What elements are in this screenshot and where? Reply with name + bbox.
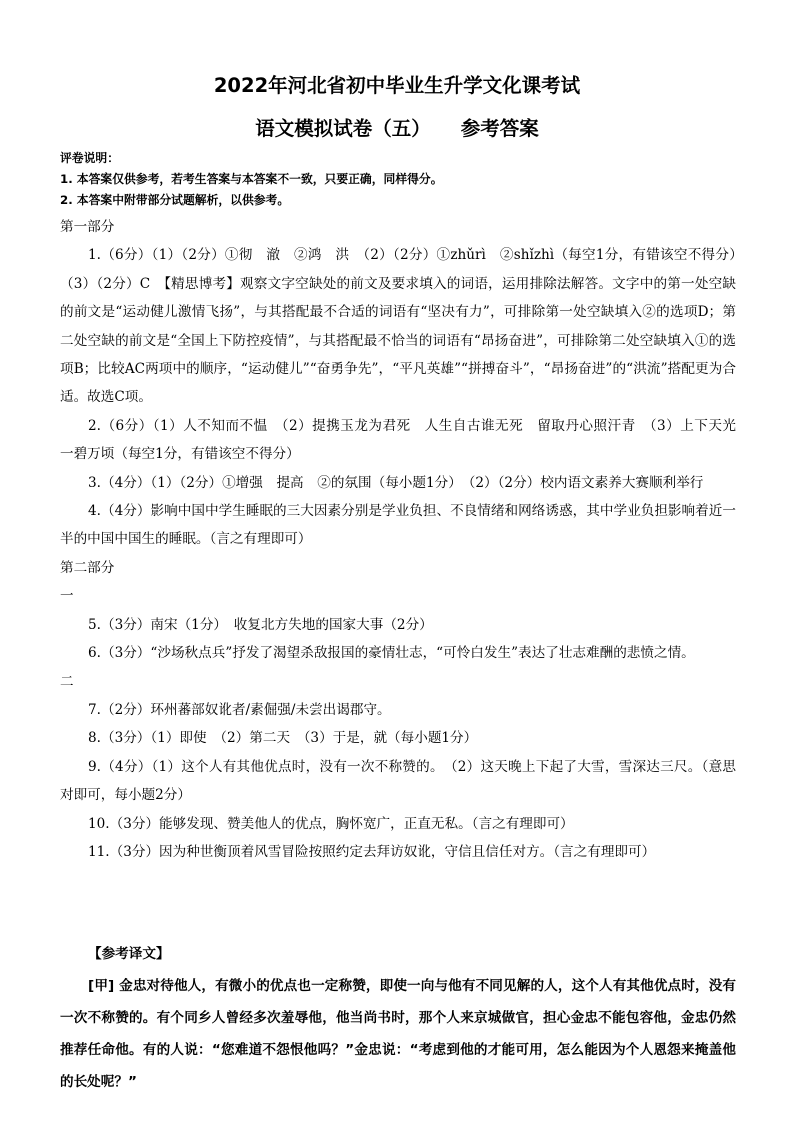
grading-notes-heading: 评卷说明： [60,151,119,165]
answer-body [60,213,750,866]
answer-q3: 3.（4分）（1）（2分）①增强 提高 ②的氛围（每小题1分） （2）（2分）校内语文素养大赛顺利举行 [88,474,704,491]
document-title: 2022年河北省初中毕业生升学文化课考试 [213,74,581,97]
translation-heading: 【参考译文】 [88,946,170,962]
answer-q9: 9.（4分）（1）这个人有其他优点时，没有一次不称赞的。 （2）这天晚上下起了大雪，雪深达三尺。（意思对即可，每小题2分） [60,758,736,804]
answer-q1: 1.（6分）（1）（2分）①彻 澈 ②鸿 洪 （2）（2分）①zhǔrì ②shǐzhì（每空1分，有错该空不得分） （3）（2分）C 【精思博考】观察文字空缺处的前文及要求填入的词语，运用排除法解答。文字中的第一处空缺的前文是“运动健儿激情飞扬”，与其搭配最不合适的词语有“坚决有力”，可排除第一处空缺填入②的选项D；第二处空缺的前文是“全国上下防控疫情”，与其搭配最不恰当的词语有“昂扬奋进”，可排除第二处空缺填入①的选项B；比较AC两项中的顺序，“运动健儿”“奋勇争先”，“平凡英雄”“拼搏奋斗”，“昂扬奋进”的“洪流”搭配更为合适。故选C项。 [60,247,750,406]
answer-q2: 2.（6分）（1）人不知而不愠 （2）提携玉龙为君死 人生自古谁无死 留取丹心照汗青 （3）上下天光 一碧万顷（每空1分，有错该空不得分） [60,417,750,463]
subsection-heading-2: 二 [60,673,74,690]
reference-translation [60,938,736,1098]
answer-q10: 10.（3分）能够发现、赞美他人的优点，胸怀宽广，正直无私。（言之有理即可） [88,815,574,832]
translation-text: [甲] 金忠对待他人，有微小的优点也一定称赞，即使一向与他有不同见解的人，这个人有其他优点时，没有一次不称赞的。有个同乡人曾经多次羞辱他，他当尚书时，那个人来京城做官，担心金忠不能包容他，金忠仍然推荐任命他。有的人说：“您难道不怨恨他吗？”金忠说：“考虑到他的才能可用，怎么能因为个人恩怨来掩盖他的长处呢？” [60,978,736,1090]
answer-q6: 6.（3分）“沙场秋点兵”抒发了渴望杀敌报国的豪情壮志，“可怜白发生”表达了壮志难酬的悲愤之情。 [88,645,695,662]
subtitle-exam-name: 语文模拟试卷（五） [255,117,431,140]
subsection-heading-1: 一 [60,588,74,605]
subtitle-answer-key: 参考答案 [460,117,539,140]
answer-q8: 8.（3分）（1）即使 （2）第二天 （3）于是，就（每小题1分） [88,730,478,747]
section-heading-part2: 第二部分 [60,559,115,576]
grading-note-item: 1. 本答案仅供参考，若考生答案与本答案不一致，只要正确，同样得分。 [60,172,443,186]
answer-q5: 5.（3分）南宋（1分） 收复北方失地的国家大事（2分） [88,616,433,633]
answer-q11: 11.（3分）因为种世衡顶着风雪冒险按照约定去拜访奴讹，守信且信任对方。（言之有理即可） [88,843,656,860]
answer-q7: 7.（2分）环州蕃部奴讹者/素倔强/未尝出谒郡守。 [88,701,391,718]
grading-notes [60,148,740,211]
section-heading-part1: 第一部分 [60,219,115,235]
grading-note-item: 2. 本答案中附带部分试题解析，以供参考。 [60,193,290,207]
answer-q4: 4.（4分）影响中国中学生睡眠的三大因素分别是学业负担、不良情绪和网络诱惑，其中学业负担影响着近一半的中国中国生的睡眠。（言之有理即可） [60,503,736,548]
document-subtitle [0,113,794,141]
